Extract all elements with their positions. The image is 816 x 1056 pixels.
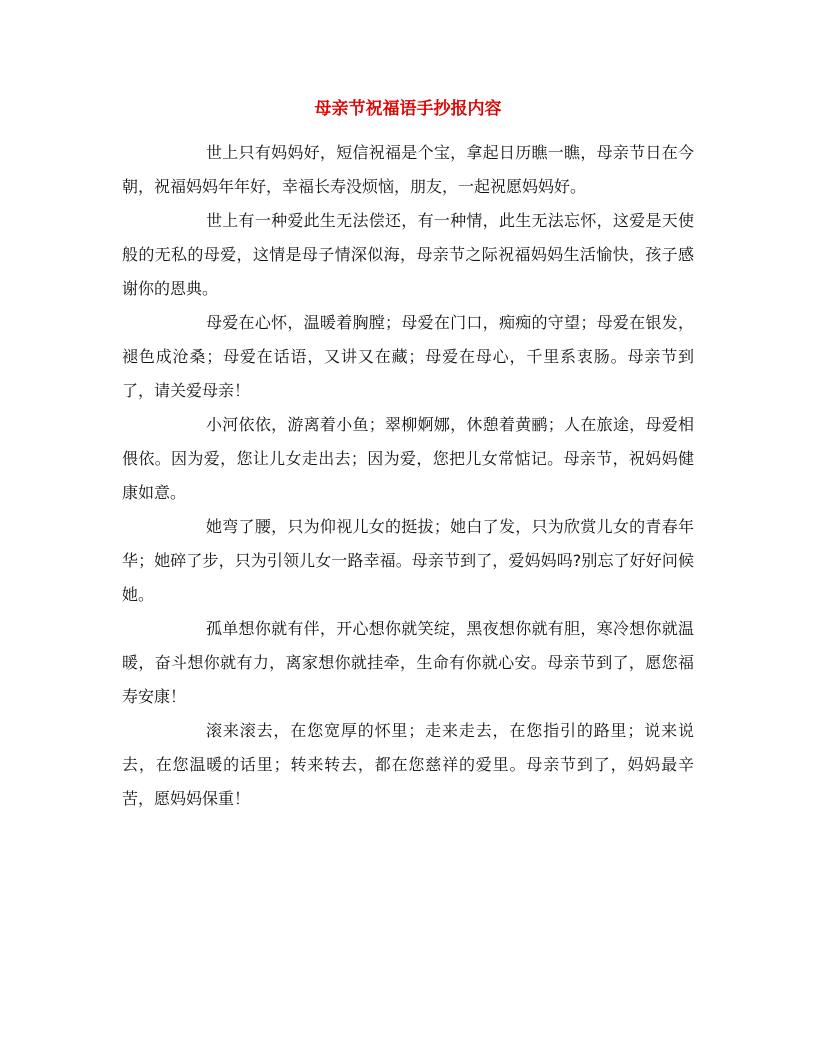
paragraph-3: 母爱在心怀，温暖着胸膛；母爱在门口，痴痴的守望；母爱在银发，褪色成沧桑；母爱在话语，又讲又在藏；母爱在母心，千里系衷肠。母亲节到了，请关爱母亲！ bbox=[122, 313, 694, 400]
paragraph-5: 她弯了腰，只为仰视儿女的挺拔；她白了发，只为欣赏儿女的青春年华；她碎了步，只为引领儿女一路幸福。母亲节到了，爱妈妈吗?别忘了好好问候她。 bbox=[122, 517, 694, 604]
document-title: 母亲节祝福语手抄报内容 bbox=[314, 99, 502, 119]
paragraph-7: 滚来滚去，在您宽厚的怀里；走来走去，在您指引的路里；说来说去，在您温暖的话里；转来转去，都在您慈祥的爱里。母亲节到了，妈妈最辛苦，愿妈妈保重！ bbox=[122, 721, 694, 808]
document-body bbox=[122, 136, 694, 816]
paragraph-2: 世上有一种爱此生无法偿还，有一种情，此生无法忘怀，这爱是天使般的无私的母爱，这情是母子情深似海，母亲节之际祝福妈妈生活愉快，孩子感谢你的恩典。 bbox=[122, 211, 694, 298]
paragraph-4: 小河依依，游离着小鱼；翠柳婀娜，休憩着黄鹂；人在旅途，母爱相偎依。因为爱，您让儿女走出去；因为爱，您把儿女常惦记。母亲节，祝妈妈健康如意。 bbox=[122, 415, 694, 502]
paragraph-6: 孤单想你就有伴，开心想你就笑绽，黑夜想你就有胆，寒冷想你就温暖，奋斗想你就有力，离家想你就挂牵，生命有你就心安。母亲节到了，愿您福寿安康！ bbox=[122, 619, 694, 706]
paragraph-1: 世上只有妈妈好，短信祝福是个宝，拿起日历瞧一瞧，母亲节日在今朝，祝福妈妈年年好，幸福长寿没烦恼，朋友，一起祝愿妈妈好。 bbox=[122, 143, 694, 196]
